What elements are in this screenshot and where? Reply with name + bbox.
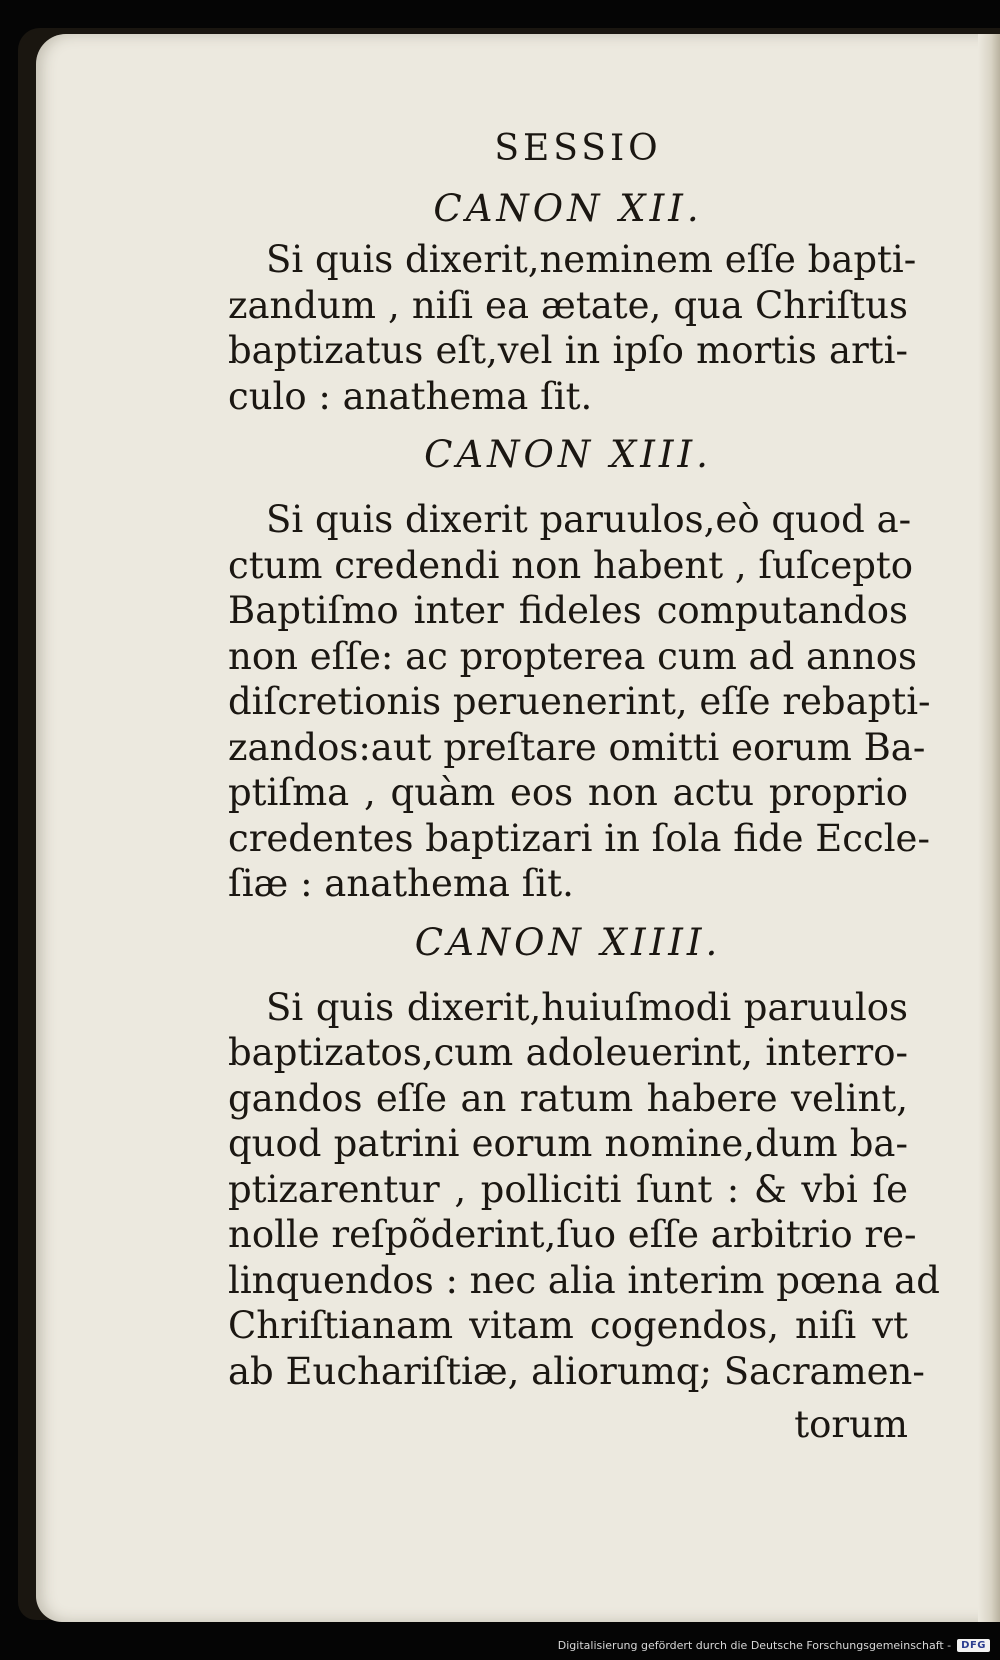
text-line: ab Euchariſtiæ, aliorumq; Sacramen- bbox=[228, 1349, 925, 1393]
text-line: Si quis dixerit paruulos,eò quod a- bbox=[266, 498, 912, 541]
text-line: baptizatus eſt,vel in ipſo mortis arti- bbox=[228, 329, 908, 372]
text-line: nolle reſpõderint,ſuo eſſe arbitrio re- bbox=[228, 1213, 917, 1256]
text-line: ptizarentur , polliciti ſunt : & vbi ſe bbox=[228, 1167, 908, 1211]
canon-title: CANON XII. bbox=[433, 187, 703, 230]
text-line: ptiſma , quàm eos non actu proprio bbox=[228, 771, 908, 814]
page-gutter bbox=[978, 34, 1000, 1622]
text-line: non eſſe: ac propterea cum ad annos bbox=[228, 634, 918, 678]
text-line: Chriſtianam vitam cogendos, niſi vt bbox=[228, 1304, 908, 1347]
text-line: Si quis dixerit,neminem eſſe bapti- bbox=[266, 238, 917, 281]
catchword: torum bbox=[794, 1403, 908, 1446]
canon-title: CANON XIIII. bbox=[414, 920, 722, 964]
text-line: credentes baptizari in ſola fide Eccle- bbox=[228, 816, 930, 860]
text-line: baptizatos,cum adoleuerint, interro- bbox=[228, 1031, 908, 1074]
text-line: Baptiſmo inter fideles computandos bbox=[228, 589, 908, 632]
digitization-credit bbox=[558, 1639, 990, 1652]
text-line: linquendos : nec alia interim pœna ad bbox=[228, 1258, 940, 1302]
text-line: gandos eſſe an ratum habere velint, bbox=[228, 1076, 908, 1120]
text-line: culo : anathema ſit. bbox=[228, 374, 593, 418]
dfg-logo-icon: DFG bbox=[957, 1639, 990, 1652]
text-line: ctum credendi non habent , ſuſcepto bbox=[228, 543, 914, 587]
text-line: Si quis dixerit,huiuſmodi paruulos bbox=[266, 985, 908, 1029]
running-head: SESSIO bbox=[494, 128, 662, 169]
text-line: zandum , niſi ea ætate, qua Chriſtus bbox=[228, 283, 908, 327]
text-line: ſiæ : anathema ſit. bbox=[228, 862, 574, 905]
canon-title: CANON XIII. bbox=[424, 433, 712, 476]
text-line: quod patrini eorum nomine,dum ba- bbox=[228, 1122, 908, 1165]
canon-paragraph bbox=[228, 237, 917, 419]
credit-text: Digitalisierung gefördert durch die Deutsche Forschungsgemeinschaft - bbox=[557, 1639, 952, 1652]
canon-paragraph bbox=[228, 985, 940, 1395]
page-text bbox=[228, 118, 940, 1448]
canon-paragraph bbox=[228, 497, 931, 907]
text-line: zandos:aut preſtare omitti eorum Ba- bbox=[228, 725, 926, 769]
text-line: diſcretionis peruenerint, eſſe rebapti- bbox=[228, 680, 931, 723]
